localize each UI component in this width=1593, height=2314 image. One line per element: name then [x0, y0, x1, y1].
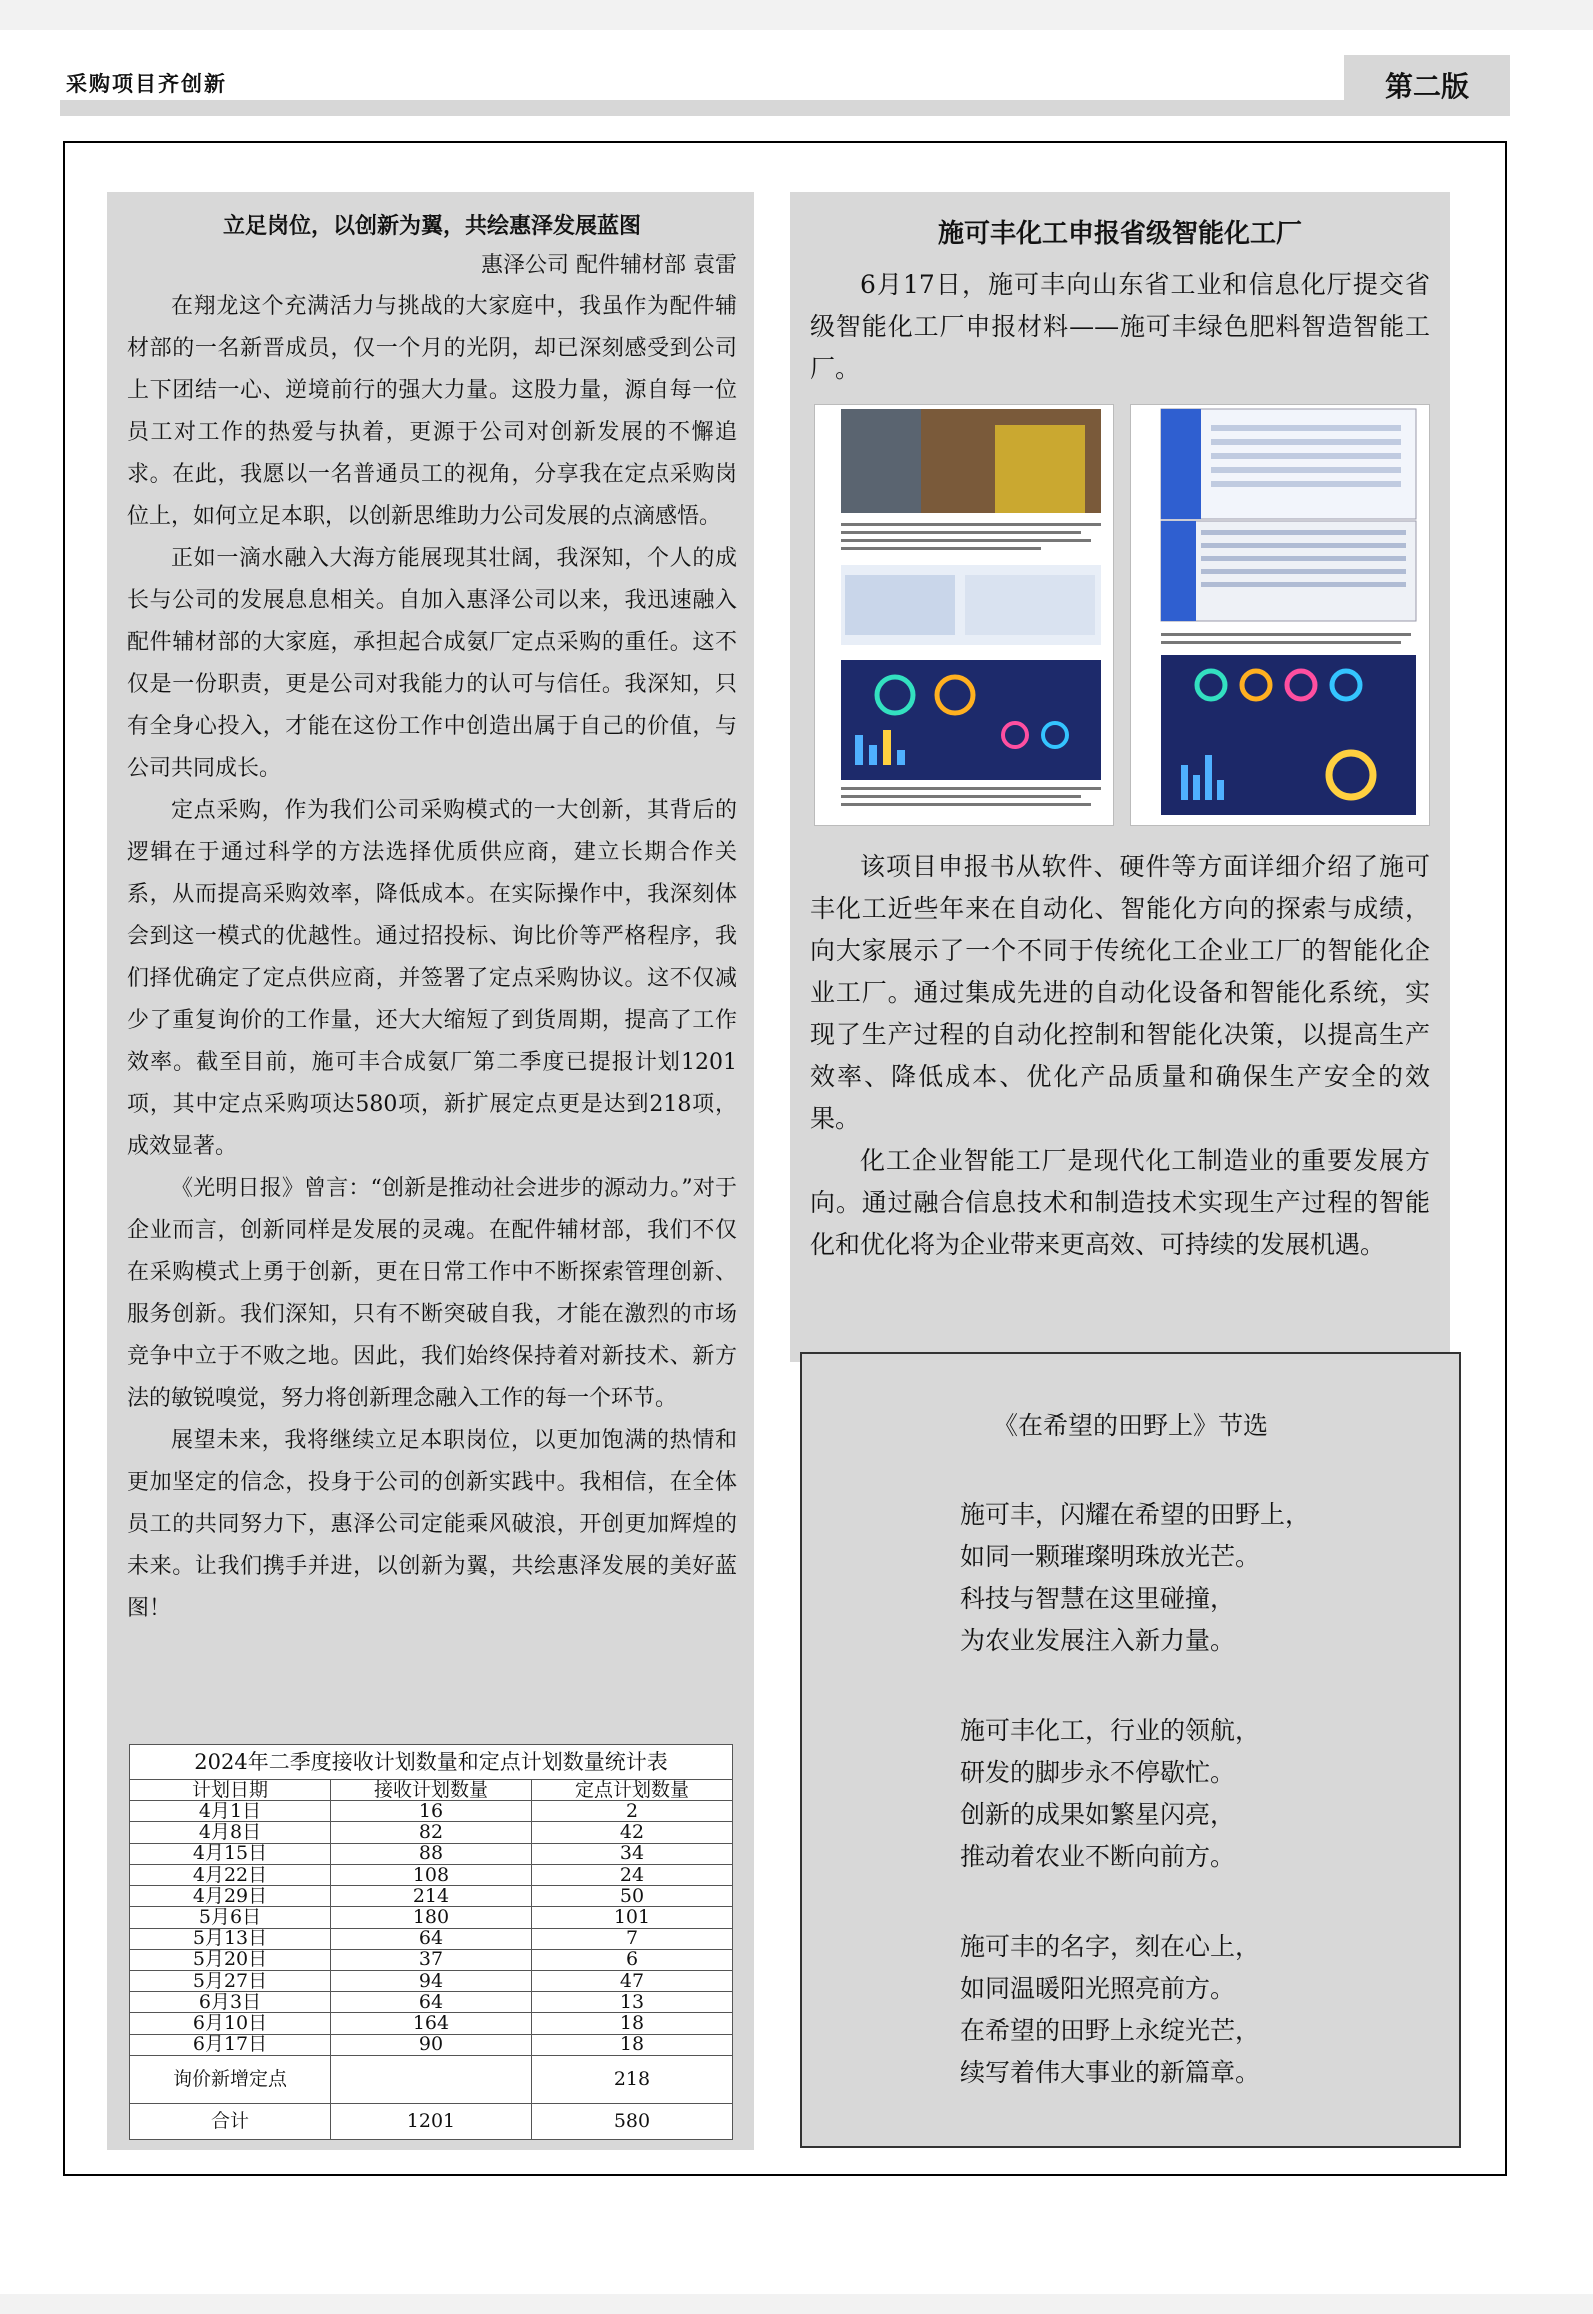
table-row: 6月17日 90 18: [130, 2034, 733, 2055]
poem-line: 科技与智慧在这里碰撞，: [960, 1584, 1236, 1613]
poem-title: 《在希望的田野上》节选: [992, 1411, 1268, 1440]
table-row: 6月3日 64 13: [130, 1992, 733, 2013]
poem-line: 为农业发展注入新力量。: [960, 1626, 1236, 1655]
left-article-byline: 惠泽公司 配件辅材部 袁雷: [481, 253, 737, 278]
poem-line: 在希望的田野上永绽光芒，: [960, 2016, 1261, 2045]
software-screens-collage: [1130, 404, 1430, 826]
poem-line: 如同温暖阳光照亮前方。: [960, 1974, 1236, 2003]
poem-line: 续写着伟大事业的新篇章。: [960, 2058, 1261, 2087]
poem-stanza: [960, 1494, 1310, 1662]
section-title: 采购项目齐创新: [66, 72, 227, 96]
statistics-table: [129, 1744, 733, 2140]
table-row: 4月29日 214 50: [130, 1886, 733, 1907]
table-row: 4月15日 88 34: [130, 1843, 733, 1864]
right-paragraph: 该项目申报书从软件、硬件等方面详细介绍了施可丰化工近些年来在自动化、智能化方向的探索与成绩，向大家展示了一个不同于传统化工企业工厂的智能化企业工厂。通过集成先进的自动化设备和智能化系统，实现了生产过程的自动化控制和智能化决策，以提高生产效率、降低成本、优化产品质量和确保生产安全的效果。: [810, 852, 1430, 1133]
left-article-panel: [107, 192, 754, 2150]
poem-line: 研发的脚步永不停歇忙。: [960, 1758, 1236, 1787]
table-header: 计划日期: [130, 1780, 331, 1801]
table-total-row: 合计 1201 580: [130, 2104, 733, 2140]
left-paragraph: 在翔龙这个充满活力与挑战的大家庭中，我虽作为配件辅材部的一名新晋成员，仅一个月的光阴，却已深刻感受到公司上下团结一心、逆境前行的强大力量。这股力量，源自每一位员工对工作的热爱与执着，更源于公司对创新发展的不懈追求。在此，我愿以一名普通员工的视角，分享我在定点采购岗位上，如何立足本职，以创新思维助力公司发展的点滴感悟。: [127, 294, 737, 529]
table-row: 4月1日 16 2: [130, 1801, 733, 1822]
left-paragraph: 《光明日报》曾言：“创新是推动社会进步的源动力。”对于企业而言，创新同样是发展的灵魂。在配件辅材部，我们不仅在采购模式上勇于创新，更在日常工作中不断探索管理创新、服务创新。我们深知，只有不断突破自我，才能在激烈的市场竞争中立于不败之地。因此，我们始终保持着对新技术、新方法的敏锐嗅觉，努力将创新理念融入工作的每一个环节。: [127, 1176, 737, 1411]
right-article-title: 施可丰化工申报省级智能化工厂: [937, 219, 1302, 249]
table-row: 询价新增定点 218: [130, 2056, 733, 2104]
table-row: 5月13日 64 7: [130, 1928, 733, 1949]
poem-stanza: [960, 1926, 1310, 2094]
poem-panel: [800, 1352, 1461, 2148]
right-paragraph: 化工企业智能工厂是现代化工制造业的重要发展方向。通过融合信息技术和制造技术实现生产过程的智能化和优化将为企业带来更高效、可持续的发展机遇。: [810, 1146, 1430, 1259]
left-article-title: 立足岗位，以创新为翼，共绘惠泽发展蓝图: [222, 213, 641, 239]
table-row: 6月10日 164 18: [130, 2013, 733, 2034]
table-row: 4月22日 108 24: [130, 1864, 733, 1885]
poem-body: [960, 1494, 1310, 2142]
right-article-panel: [790, 192, 1450, 1362]
left-paragraph: 正如一滴水融入大海方能展现其壮阔，我深知，个人的成长与公司的发展息息相关。自加入惠泽公司以来，我迅速融入配件辅材部的大家庭，承担起合成氨厂定点采购的重任。这不仅是一份职责，更是公司对我能力的认可与信任。我深知，只有全身心投入，才能在这份工作中创造出属于自己的价值，与公司共同成长。: [127, 546, 737, 781]
poem-line: 如同一颗璀璨明珠放光芒。: [960, 1542, 1261, 1571]
software-screens-graphic: [1131, 405, 1430, 825]
table-title: 2024年二季度接收计划数量和定点计划数量统计表: [130, 1745, 733, 1780]
table-row: 5月6日 180 101: [130, 1907, 733, 1928]
poem-line: 创新的成果如繁星闪亮，: [960, 1800, 1236, 1829]
table-header: 接收计划数量: [330, 1780, 531, 1801]
poem-line: 施可丰化工，行业的领航，: [960, 1716, 1261, 1745]
table-row: 4月8日 82 42: [130, 1822, 733, 1843]
left-paragraph: 展望未来，我将继续立足本职岗位，以更加饱满的热情和更加坚定的信念，投身于公司的创新实践中。我相信，在全体员工的共同努力下，惠泽公司定能乘风破浪，开创更加辉煌的未来。让我们携手并进，以创新为翼，共绘惠泽发展的美好蓝图！: [127, 1428, 737, 1621]
table-row: 5月20日 37 6: [130, 1949, 733, 1970]
poem-line: 推动着农业不断向前方。: [960, 1842, 1236, 1871]
factory-photo-collage: [814, 404, 1114, 826]
header-rule: [60, 100, 1510, 116]
edition-label: 第二版: [1344, 55, 1510, 116]
left-paragraph: 定点采购，作为我们公司采购模式的一大创新，其背后的逻辑在于通过科学的方法选择优质供应商，建立长期合作关系，从而提高采购效率，降低成本。在实际操作中，我深刻体会到这一模式的优越性。通过招投标、询比价等严格程序，我们择优确定了定点供应商，并签署了定点采购协议。这不仅减少了重复询价的工作量，还大大缩短了到货周期，提高了工作效率。截至目前，施可丰合成氨厂第二季度已提报计划1201项，其中定点采购项达580项，新扩展定点更是达到218项，成效显著。: [127, 798, 737, 1159]
table-row: 5月27日 94 47: [130, 1970, 733, 1991]
factory-photo-graphic: [815, 405, 1114, 825]
poem-stanza: [960, 1710, 1310, 1878]
poem-line: 施可丰的名字，刻在心上，: [960, 1932, 1261, 1961]
table-header: 定点计划数量: [531, 1780, 732, 1801]
right-paragraph: 6月17日，施可丰向山东省工业和信息化厅提交省级智能化工厂申报材料——施可丰绿色肥料智造智能工厂。: [810, 270, 1430, 383]
poem-line: 施可丰，闪耀在希望的田野上，: [960, 1500, 1311, 1529]
